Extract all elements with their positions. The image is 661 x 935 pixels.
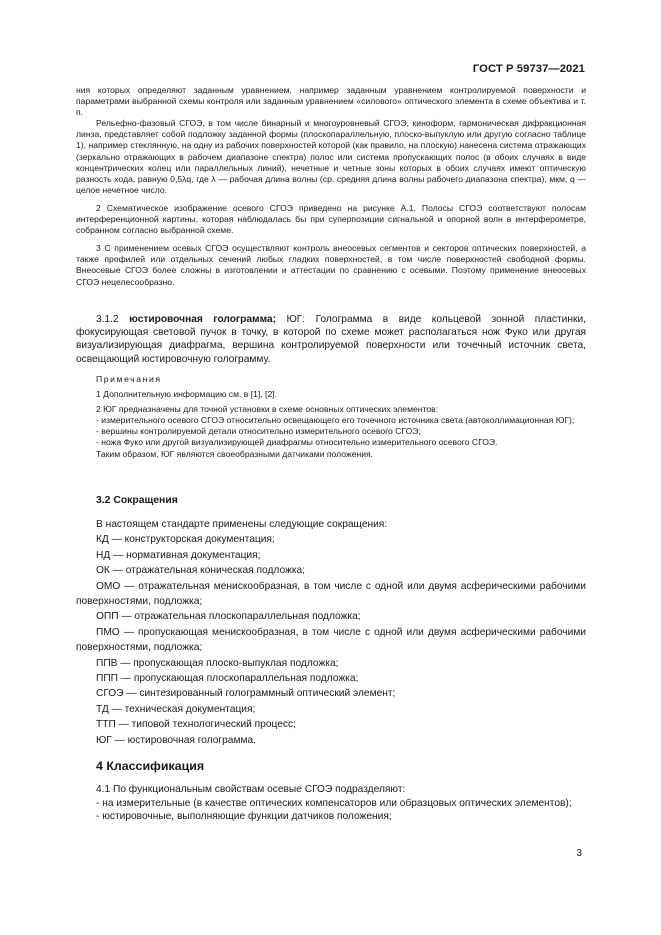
term-definition: ЮГ: Голограмма в виде кольцевой зонной пластинки, фокусирующая световой пучок в точку, в которой по схеме может располагаться нож Фуко или другая визуализирующая диафрагма, вершина контролируемой поверхности или точечный источник света, освещающий юстировочную голограмму. bbox=[76, 314, 586, 365]
abbreviation-item: ОМО — отражательная менискообразная, в том числе с одной или двумя асферическими рабочими поверхностями, подложка; bbox=[76, 580, 586, 608]
page-number: 3 bbox=[576, 848, 582, 859]
note-item: Таким образом, ЮГ являются своеобразными датчиками положения. bbox=[96, 448, 374, 459]
abbreviation-item: ТТП — типовой технологический процесс; bbox=[96, 719, 296, 731]
abbreviation-item: ОПП — отражательная плоскопараллельная подложка; bbox=[96, 611, 361, 623]
term-3-1-2 bbox=[76, 313, 586, 366]
classification-item: - юстировочные, выполняющие функции датчиков положения; bbox=[96, 811, 392, 823]
term-number: 3.1.2 bbox=[96, 314, 119, 325]
note-item: 1 Дополнительную информацию см. в [1], [2]. bbox=[96, 389, 277, 400]
abbreviation-item: ПМО — пропускающая менискообразная, в том числе с одной или двумя асферическими рабочими поверхностями, подложка; bbox=[76, 626, 586, 654]
abbreviation-item: ОК — отражательная коническая подложка; bbox=[96, 565, 305, 577]
note-item: 2 ЮГ предназначены для точной установки в схеме основных оптических элементов: bbox=[96, 404, 439, 415]
paragraph-relief-phase: Рельефно-фазовый СГОЭ, в том числе бинарный и многоуровневый СГОЭ, киноформ, гармоническая дифракционная линза, представляет собой подложку заданной формы (плоскопараллельную, плоско-выпуклую или другую согласно таблице 1), например стеклянную, на одну из рабочих поверхностей которой (как правило, на плоскую) нанесена система отражающих (зеркально отражающих в рабочем диапазоне спектра) полос или система пропускающих полос (в обоих случаях в виде концентрических колец или параллельных линий), нечетные и четные зоны которых в обоих случаях имеют оптическую разность хода, равную 0,5λq, где λ — рабочая длина волны (ср. средняя длина волны рабочего диапазона спектра), мкм, q — целое нечетное число. bbox=[76, 118, 586, 195]
note-2-paragraph: 2 Схематическое изображение осевого СГОЭ приведено на рисунке А.1. Полосы СГОЭ соответствуют полосам интерференционной картины, которая наблюдалась бы при суперпозиции сигнальной и опорной волн в интерферометре, собранном согласно выбранной схеме. bbox=[76, 202, 586, 236]
section-3-2-title: 3.2 Сокращения bbox=[96, 495, 178, 506]
abbreviations-list bbox=[76, 517, 586, 748]
section-4-title: 4 Классификация bbox=[96, 759, 205, 773]
abbreviation-item: ППВ — пропускающая плоско-выпуклая подложка; bbox=[96, 657, 339, 669]
abbreviation-item: КД — конструкторская документация; bbox=[96, 534, 275, 546]
abbreviations-intro: В настоящем стандарте применены следующие сокращения: bbox=[96, 519, 388, 530]
abbreviation-item: СГОЭ — синтезированный голограммный оптический элемент; bbox=[96, 688, 396, 700]
note-item: - ножа Фуко или другой визуализирующей диафрагмы относительно измерительного осевого СГОЭ. bbox=[96, 437, 498, 448]
section-4 bbox=[76, 759, 586, 774]
note-3-paragraph: 3 С применением осевых СГОЭ осуществляют контроль внеосевых сегментов и секторов оптических поверхностей, а также профилей или отдельных сечений любых гладких поверхностей, в том числе поверхностей свободной формы. Внеосевые СГОЭ более сложны в изготовлении и аттестации по сравнению с осевыми. Поэтому применение внеосевых СГОЭ нецелесообразно. bbox=[76, 243, 586, 287]
notes-block bbox=[76, 374, 586, 460]
note-item: - измерительного осевого СГОЭ относительно освещающего его точечного источника света (автоколлимационная ЮГ); bbox=[96, 415, 575, 426]
notes-heading: Примечания bbox=[96, 374, 162, 384]
abbreviation-item: ППП — пропускающая плоскопараллельная подложка; bbox=[96, 673, 359, 685]
classification-item: 4.1 По функциональным свойствам осевые СГОЭ подразделяют: bbox=[96, 784, 406, 795]
document-header-id: ГОСТ Р 59737—2021 bbox=[472, 63, 585, 75]
continuation-block bbox=[76, 85, 586, 288]
abbreviation-item: ТД — техническая документация; bbox=[96, 703, 256, 715]
paragraph-continued: ния которых определяют заданным уравнением, например заданным уравнением контролируемой поверхности и параметрами выбранной схемы контроля или заданным уравнением «силового» оптического элемента в схеме объектива и т. п. bbox=[76, 85, 586, 118]
abbreviation-item: ЮГ — юстировочная голограмма. bbox=[96, 734, 256, 746]
abbreviation-item: НД — нормативная документация; bbox=[96, 549, 261, 561]
note-item: - вершины контролируемой детали относительно измерительного осевого СГОЭ; bbox=[96, 426, 421, 437]
classification-item: - на измерительные (в качестве оптических компенсаторов или образцовых оптических элементов); bbox=[96, 797, 572, 809]
classification-list bbox=[76, 783, 586, 824]
section-3-2 bbox=[76, 494, 586, 507]
term-name: юстировочная голограмма; bbox=[129, 314, 277, 325]
